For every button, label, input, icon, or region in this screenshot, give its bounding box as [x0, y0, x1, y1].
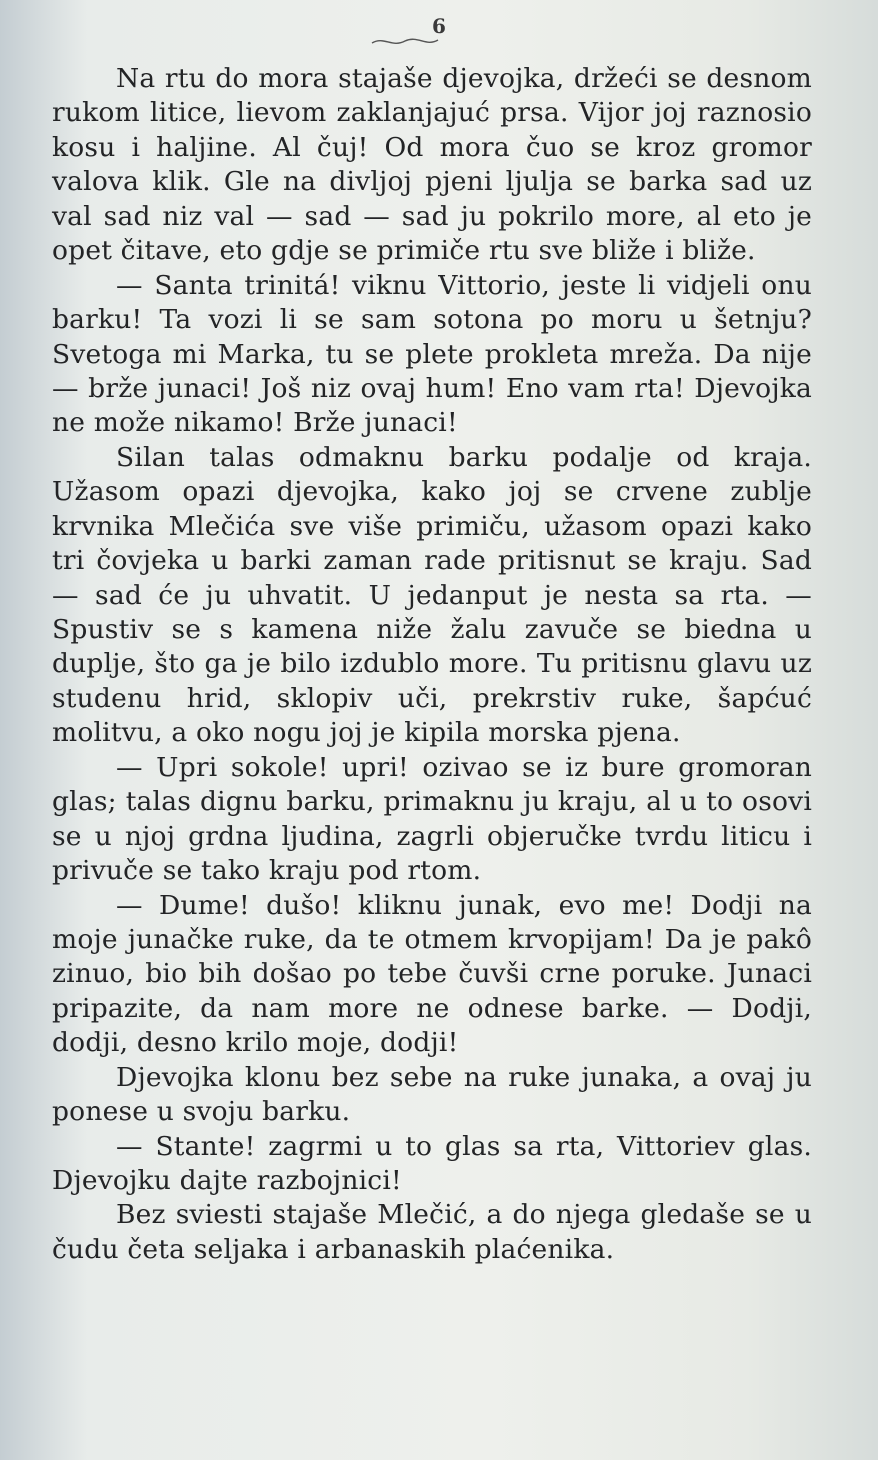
paragraph-5: — Dume! dušo! kliknu junak, evo me! Dodji na moje junačke ruke, da te otmem krvopijam! Da je pakô zinuo, bio bih došao po tebe čuvši crne poruke. Junaci pripazite, da nam more ne odnese barke. — Dodji, dodji, desno krilo moje, dodji! — [52, 889, 812, 1059]
paragraph-7: — Stante! zagrmi u to glas sa rta, Vittoriev glas. Djevojku dajte razbojnici! — [52, 1130, 812, 1196]
ornament-flourish-icon — [370, 34, 440, 48]
paragraph-2: — Santa trinitá! viknu Vittorio, jeste li vidjeli onu barku! Ta vozi li se sam sotona po moru u šetnju? Svetoga mi Marka, tu se plete prokleta mreža. Da nije — brže junaci! Još niz ovaj hum! Eno vam rta! Djevojka ne može nikamo! Brže junaci! — [52, 269, 812, 439]
paragraph-4: — Upri sokole! upri! ozivao se iz bure gromoran glas; talas dignu barku, primaknu ju kraju, al u to osovi se u njoj grdna ljudina, zagrli objeručke tvrdu liticu i privuče se tako kraju pod rtom. — [52, 751, 812, 887]
paragraph-8: Bez sviesti stajaše Mlečić, a do njega gledaše se u čudu četa seljaka i arbanaskih plaćenika. — [52, 1199, 812, 1265]
paragraph-3: Silan talas odmaknu barku podalje od kraja. Užasom opazi djevojka, kako joj se crvene zublje krvnika Mlečića sve više primiču, užasom opazi kako tri čovjeka u barki zaman rade pritisnut se kraju. Sad — sad će ju uhvatit. U jedanput je nesta sa rta. — Spustiv se s kamena niže žalu zavuče se biedna u duplje, što ga je bilo izdublo more. Tu pritisnu glavu uz studenu hrid, sklopiv uči, prekrstiv ruke, šapćuć molitvu, a oko nogu joj je kipila morska pjena. — [52, 441, 812, 749]
body-text — [52, 62, 812, 1267]
paragraph-6: Djevojka klonu bez sebe na ruke junaka, a ovaj ju ponese u svoju barku. — [52, 1061, 812, 1128]
paragraph-1: Na rtu do mora stajaše djevojka, držeći se desnom rukom litice, lievom zaklanjajuć prsa. Vijor joj raznosio kosu i haljine. Al čuj! Od mora čuo se kroz gromor valova klik. Gle na divljoj pjeni ljulja se barka sad uz val sad niz val — sad — sad ju pokrilo more, al eto je opet čitave, eto gdje se primiče rtu sve bliže i bliže. — [52, 63, 812, 267]
page-number: 6 — [432, 14, 446, 38]
